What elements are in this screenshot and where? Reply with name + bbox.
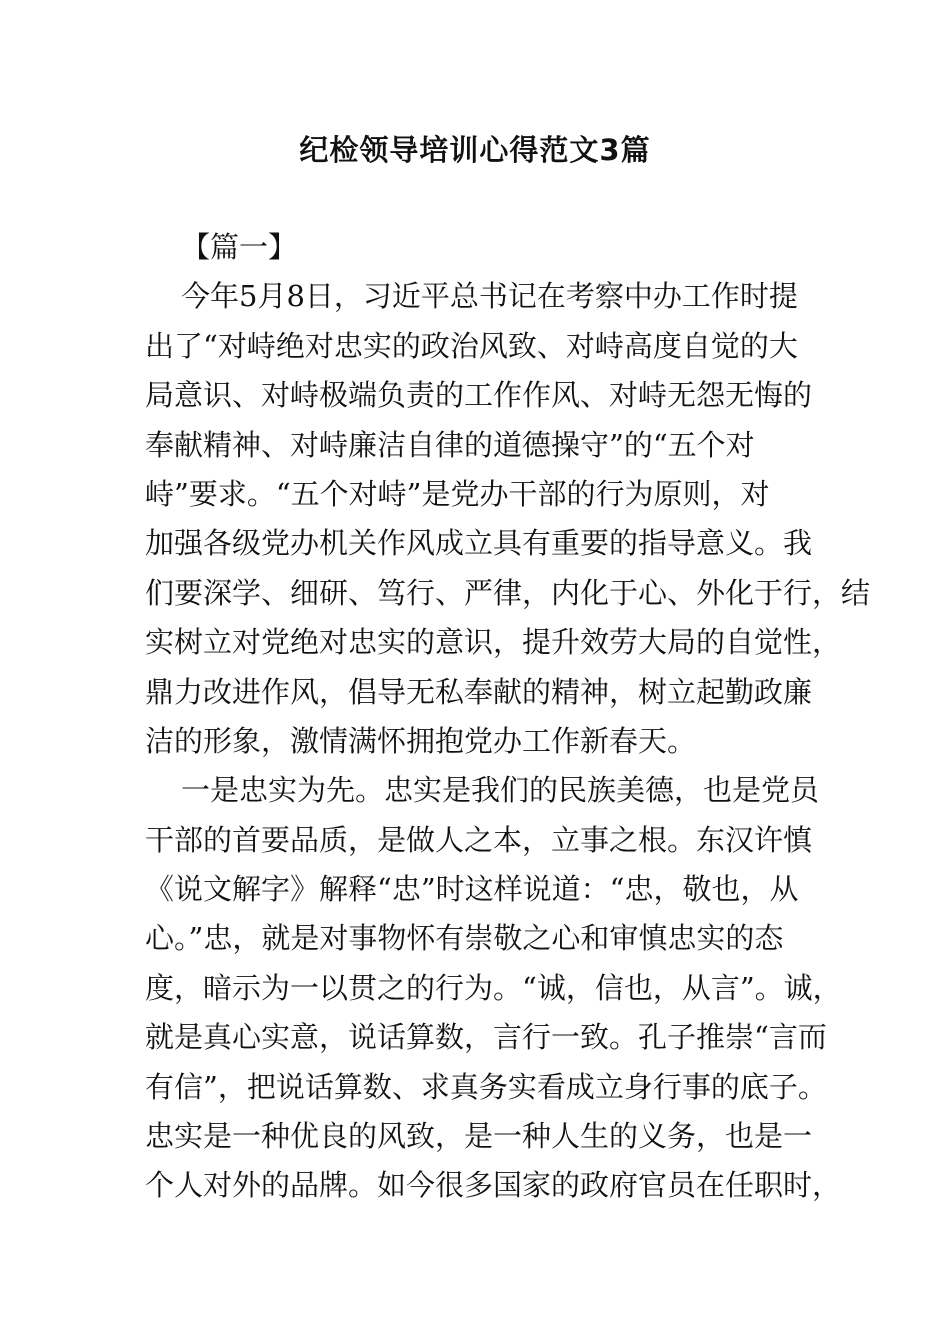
paragraph-line: 加强各级党办机关作风成立具有重要的指导意义。我 xyxy=(145,526,813,561)
paragraph-line: 《说文解字》解释“忠”时这样说道：“忠，敬也，从 xyxy=(145,872,799,907)
document-title: 纪检领导培训心得范文3篇 xyxy=(299,133,651,167)
paragraph-line: 干部的首要品质，是做人之本，立事之根。东汉许慎 xyxy=(145,822,813,857)
paragraph-line: 忠实是一种优良的风致，是一种人生的义务，也是一 xyxy=(145,1119,813,1154)
section-heading: 【篇一】 xyxy=(181,230,298,264)
paragraph-2 xyxy=(145,766,842,1211)
paragraph-line: 鼎力改进作风，倡导无私奉献的精神，树立起勤政廉 xyxy=(145,674,813,709)
paragraph-line: 局意识、对峙极端负责的工作作风、对峙无怨无悔的 xyxy=(145,378,813,413)
paragraph-line: 就是真心实意，说话算数，言行一致。孔子推崇“言而 xyxy=(145,1020,827,1055)
paragraph-line: 出了“对峙绝对忠实的政治风致、对峙高度自觉的大 xyxy=(145,328,798,363)
paragraph-line: 们要深学、细研、笃行、严律，内化于心、外化于行，结 xyxy=(145,575,871,610)
paragraph-line: 洁的形象，激情满怀拥抱党办工作新春天。 xyxy=(145,723,697,758)
paragraph-1 xyxy=(145,272,871,766)
paragraph-line: 度，暗示为一以贯之的行为。“诚，信也，从言”。诚， xyxy=(145,970,842,1005)
paragraph-line: 心。”忠，就是对事物怀有崇敬之心和审慎忠实的态 xyxy=(145,921,784,956)
paragraph-line: 个人对外的品牌。如今很多国家的政府官员在任职时， xyxy=(145,1168,842,1203)
paragraph-line: 有信”，把说话算数、求真务实看成立身行事的底子。 xyxy=(145,1069,827,1104)
paragraph-line: 峙”要求。“五个对峙”是党办干部的行为原则，对 xyxy=(145,476,770,511)
paragraph-line: 奉献精神、对峙廉洁自律的道德操守”的“五个对 xyxy=(145,427,755,462)
paragraph-line: 实树立对党绝对忠实的意识，提升效劳大局的自觉性， xyxy=(145,625,842,660)
paragraph-line: 一是忠实为先。忠实是我们的民族美德，也是党员 xyxy=(181,773,820,808)
paragraph-line: 今年5月8日，习近平总书记在考察中办工作时提 xyxy=(181,279,798,314)
document-body xyxy=(145,223,871,1211)
